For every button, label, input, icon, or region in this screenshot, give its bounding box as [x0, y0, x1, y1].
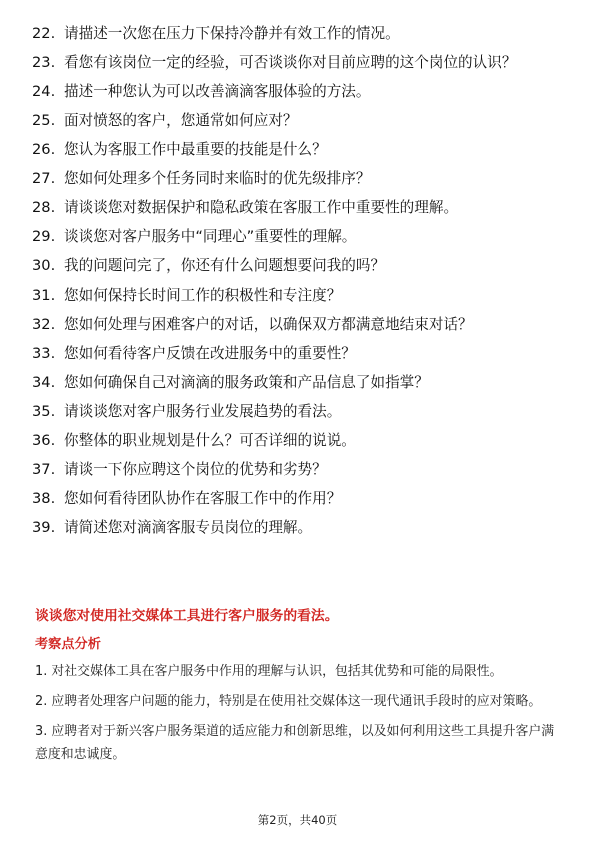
question-number: 22.	[32, 25, 56, 42]
question-item	[32, 256, 572, 276]
question-number: 26.	[32, 141, 56, 159]
question-number: 36.	[32, 432, 56, 450]
page-footer: 第2页，共40页	[257, 813, 338, 827]
question-number: 37.	[32, 461, 56, 479]
question-number: 31.	[32, 286, 56, 304]
question-item	[32, 111, 572, 131]
question-number: 38.	[32, 490, 56, 508]
question-item	[32, 431, 572, 451]
question-item	[32, 198, 572, 218]
question-item	[32, 344, 572, 364]
question-number: 23.	[32, 54, 56, 72]
question-number: 24.	[32, 82, 56, 100]
question-text: 描述一种您认为可以改善滴滴客服体验的方法。	[64, 82, 371, 100]
question-text: 您如何处理多个任务同时来临时的优先级排序？	[64, 170, 371, 188]
question-text: 您如何看待团队协作在客服工作中的作用？	[64, 490, 342, 508]
question-number: 30.	[32, 257, 56, 275]
analysis-heading: 考察点分析	[35, 637, 101, 652]
question-number: 28.	[32, 199, 56, 217]
question-text: 请描述一次您在压力下保持冷静并有效工作的情况。	[64, 25, 400, 42]
question-item	[32, 489, 572, 509]
question-number: 39.	[32, 519, 56, 537]
question-item	[32, 373, 572, 393]
question-item	[32, 402, 572, 422]
question-item	[32, 24, 572, 44]
analysis-point: 1. 对社交媒体工具在客户服务中作用的理解与认识，包括其优势和可能的局限性。	[35, 664, 503, 679]
question-text: 我的问题问完了，你还有什么问题想要问我的吗？	[64, 257, 386, 275]
question-text: 看您有该岗位一定的经验，可否谈谈你对目前应聘的这个岗位的认识？	[64, 54, 517, 72]
question-item	[32, 460, 572, 480]
question-number: 25.	[32, 111, 56, 129]
question-item	[32, 82, 572, 102]
question-item	[32, 518, 572, 538]
analysis-points	[35, 660, 565, 773]
question-text: 你整体的职业规划是什么？可否详细的说说。	[64, 432, 356, 450]
analysis-point: 2. 应聘者处理客户问题的能力，特别是在使用社交媒体这一现代通讯手段时的应对策略。	[35, 694, 542, 709]
question-number: 35.	[32, 402, 56, 420]
question-text: 请简述您对滴滴客服专员岗位的理解。	[64, 519, 313, 537]
question-number: 32.	[32, 315, 56, 333]
question-item	[32, 286, 572, 306]
question-number: 27.	[32, 170, 56, 188]
question-number: 29.	[32, 228, 56, 246]
question-text: 您如何处理与困难客户的对话，以确保双方都满意地结束对话？	[64, 315, 473, 333]
question-number: 34.	[32, 373, 56, 391]
question-item	[32, 315, 572, 335]
question-text: 您如何看待客户反馈在改进服务中的重要性？	[64, 344, 356, 362]
question-item	[32, 227, 572, 247]
question-text: 请谈谈您对客户服务行业发展趋势的看法。	[64, 402, 342, 420]
question-text: 谈谈您对客户服务中“同理心”重要性的理解。	[64, 228, 357, 246]
question-text: 面对愤怒的客户，您通常如何应对？	[64, 111, 298, 129]
analysis-point: 3. 应聘者对于新兴客户服务渠道的适应能力和创新思维，以及如何利用这些工具提升客户满意度和忠诚度。	[35, 724, 555, 762]
question-text: 您如何保持长时间工作的积极性和专注度？	[64, 286, 342, 304]
question-item	[32, 53, 572, 73]
question-text: 您如何确保自己对滴滴的服务政策和产品信息了如指掌？	[64, 373, 429, 391]
question-list	[32, 24, 572, 547]
question-text: 请谈谈您对数据保护和隐私政策在客服工作中重要性的理解。	[64, 199, 459, 217]
question-item	[32, 169, 572, 189]
question-number: 33.	[32, 344, 56, 362]
question-item	[32, 140, 572, 160]
question-text: 请谈一下你应聘这个岗位的优势和劣势？	[64, 461, 327, 479]
section-title: 谈谈您对使用社交媒体工具进行客户服务的看法。	[35, 608, 339, 624]
question-text: 您认为客服工作中最重要的技能是什么？	[64, 141, 327, 159]
